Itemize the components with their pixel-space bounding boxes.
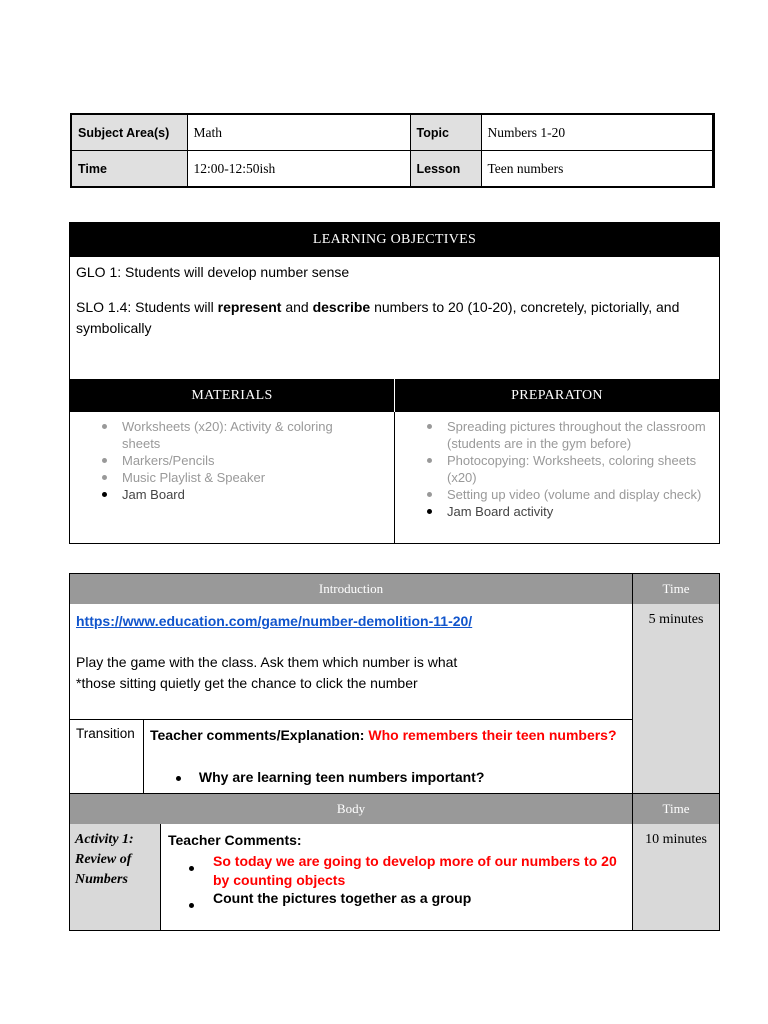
materials-item: Worksheets (x20): Activity & coloring sheets: [95, 418, 365, 452]
materials-item: Music Playlist & Speaker: [95, 469, 365, 486]
body-time-header: Time: [633, 794, 719, 824]
activity-label: Activity 1: Review of Numbers: [75, 832, 134, 887]
bullet-icon: [102, 424, 107, 429]
slo-suffix: numbers to 20 (10-20), concretely, pictorially, and symbolically: [76, 299, 680, 336]
subject-value: Math: [187, 114, 410, 151]
lesson-label: Lesson: [410, 151, 481, 188]
preparation-item: Spreading pictures throughout the classroom (students are in the gym before): [420, 418, 718, 452]
transition-comments-label: Teacher comments/Explanation:: [150, 727, 369, 743]
introduction-line-1: Play the game with the class. Ask them which number is what: [76, 654, 458, 670]
introduction-header: Introduction: [70, 574, 632, 604]
glo-text: GLO 1: Students will develop number sense: [76, 264, 350, 280]
introduction-line-2: *those sitting quietly get the chance to click the number: [76, 675, 418, 691]
objectives-title: LEARNING OBJECTIVES: [70, 223, 719, 257]
bullet-icon: [427, 492, 432, 497]
bullet-icon: [176, 776, 181, 781]
time-value: 12:00-12:50ish: [187, 151, 410, 188]
transition-label: Transition: [76, 726, 135, 741]
introduction-time-header: Time: [633, 574, 719, 604]
bullet-icon: [102, 475, 107, 480]
topic-value: Numbers 1-20: [481, 114, 713, 151]
bullet-icon: [189, 903, 194, 908]
materials-item: Markers/Pencils: [95, 452, 365, 469]
bullet-icon: [427, 424, 432, 429]
body-header: Body: [70, 794, 632, 824]
transition-comments: [150, 725, 620, 746]
materials-list: [95, 418, 365, 503]
preparation-title: PREPARATON: [395, 379, 719, 412]
transition-divider: [143, 720, 144, 793]
introduction-time-value: 5 minutes: [648, 612, 704, 627]
transition-bullet-text: Why are learning teen numbers important?: [198, 769, 485, 785]
materials-title: MATERIALS: [70, 379, 394, 412]
lesson-header-table: [70, 113, 715, 188]
game-link[interactable]: https://www.education.com/game/number-demolition-11-20/: [76, 613, 473, 629]
objectives-section: [69, 222, 720, 544]
bullet-icon: [427, 458, 432, 463]
bullet-icon: [189, 866, 194, 871]
slo-text: [76, 297, 706, 339]
lesson-value: Teen numbers: [481, 151, 713, 188]
preparation-list: [420, 418, 718, 520]
lesson-plan-table: [69, 573, 720, 931]
activity-divider: [160, 824, 161, 930]
column-divider: [394, 412, 395, 543]
body-time-value: 10 minutes: [645, 832, 707, 847]
bullet-icon: [102, 458, 107, 463]
preparation-item: Setting up video (volume and display check): [420, 486, 718, 503]
slo-prefix: SLO 1.4: Students will: [76, 299, 218, 315]
subject-label: Subject Area(s): [71, 114, 187, 151]
slo-mid: and: [281, 299, 313, 315]
topic-label: Topic: [410, 114, 481, 151]
time-label: Time: [71, 151, 187, 188]
preparation-item: Photocopying: Worksheets, coloring sheets (x20): [420, 452, 718, 486]
slo-describe: describe: [312, 299, 371, 315]
body-bullet-1-text: So today we are going to develop more of our numbers to 20 by counting objects: [213, 853, 617, 888]
body-comments-label: Teacher Comments:: [168, 832, 302, 848]
materials-item: Jam Board: [95, 486, 365, 503]
row-divider: [70, 719, 632, 720]
slo-represent: represent: [217, 299, 282, 315]
preparation-item: Jam Board activity: [420, 503, 718, 520]
introduction-time-cell: [633, 604, 719, 793]
transition-question: Who remembers their teen numbers?: [368, 727, 617, 743]
transition-bullet: [176, 767, 616, 788]
bullet-icon: [427, 509, 432, 514]
body-bullet-2-text: Count the pictures together as a group: [213, 890, 472, 906]
bullet-icon: [102, 492, 107, 497]
